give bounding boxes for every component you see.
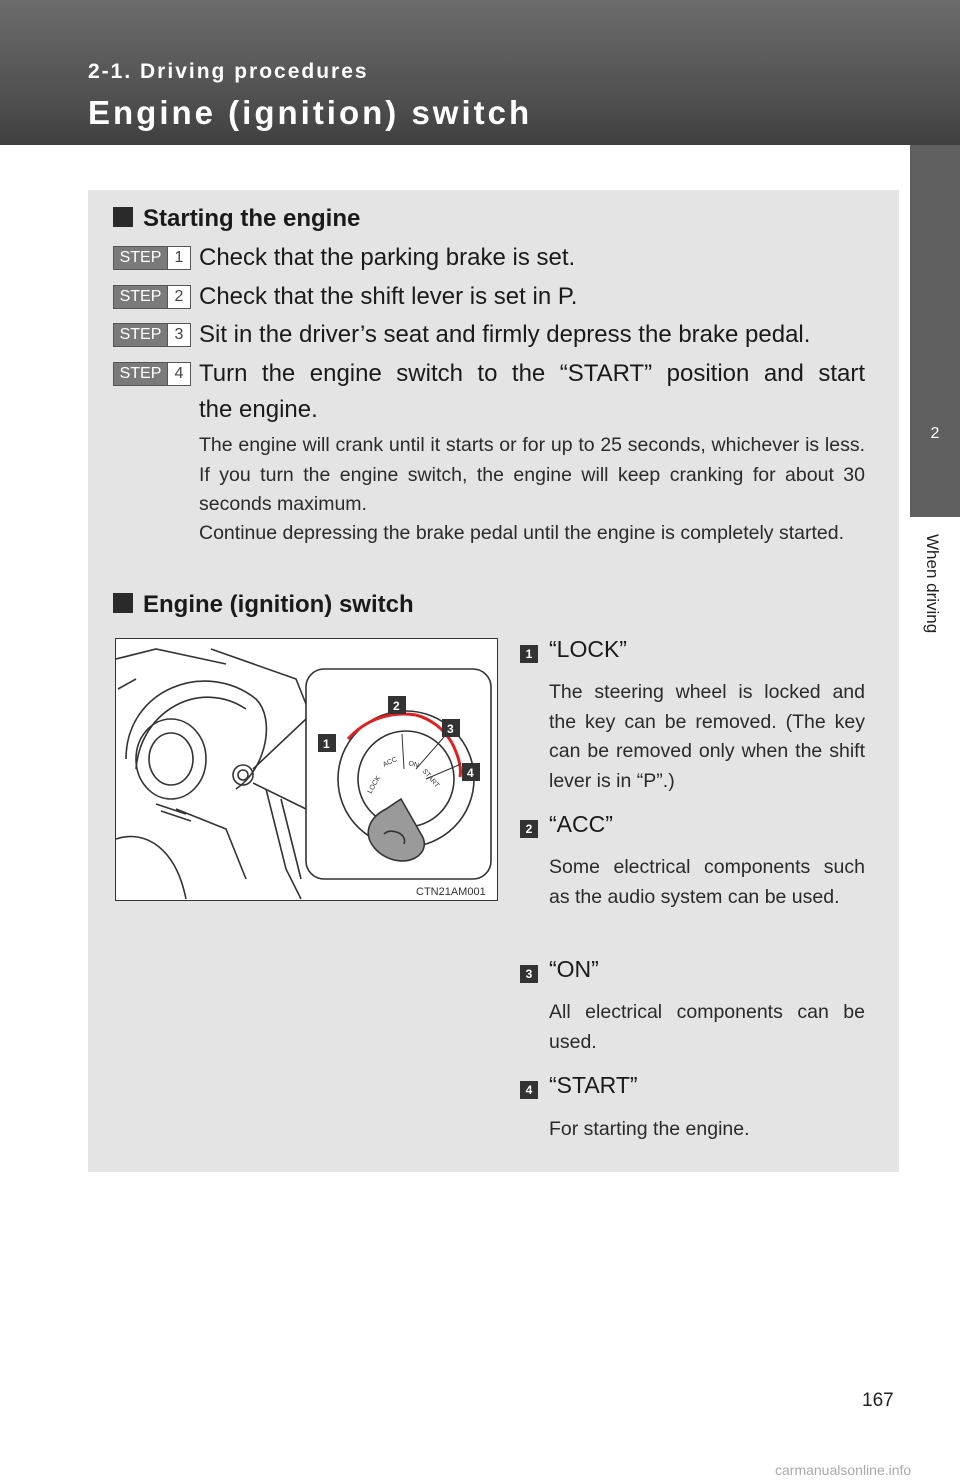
step-number: 3	[167, 324, 190, 346]
step-word: STEP	[114, 324, 167, 346]
position-number-3: 3	[520, 965, 538, 983]
position-label-lock: “LOCK”	[549, 636, 627, 662]
step-number: 2	[167, 286, 190, 308]
callout-1: 1	[323, 737, 330, 751]
step-3-text: Sit in the driver’s seat and firmly depress the brake pedal.	[199, 321, 811, 348]
acc-label: ACC	[381, 756, 399, 769]
ignition-switch-illustration	[115, 638, 498, 901]
position-label-start: “START”	[549, 1072, 638, 1098]
step-badge-4	[113, 362, 191, 386]
position-number-4: 4	[520, 1081, 538, 1099]
step-word: STEP	[114, 247, 167, 269]
step-2-text: Check that the shift lever is set in P.	[199, 283, 578, 310]
step-4-text-line2: the engine.	[199, 396, 318, 423]
callout-2: 2	[393, 699, 400, 713]
square-bullet-icon	[113, 593, 133, 613]
chapter-number: 2	[930, 425, 940, 442]
step-number: 4	[167, 363, 190, 385]
chapter-tab	[910, 145, 960, 517]
page-number: 167	[862, 1390, 894, 1411]
watermark: carmanualsonline.info	[775, 1462, 912, 1478]
heading-text: Starting the engine	[143, 205, 361, 232]
heading-text: Engine (ignition) switch	[143, 591, 414, 618]
step-4-text-line1: Turn the engine switch to the “START” position and start	[199, 360, 865, 387]
step-word: STEP	[114, 363, 167, 385]
dashboard-illustration	[116, 639, 497, 900]
step-word: STEP	[114, 286, 167, 308]
step-number: 1	[167, 247, 190, 269]
position-label-on: “ON”	[549, 956, 599, 982]
starting-note-2: Continue depressing the brake pedal until the engine is completely started.	[199, 522, 844, 544]
position-label-acc: “ACC”	[549, 811, 613, 837]
step-1-text: Check that the parking brake is set.	[199, 244, 576, 271]
page-title: Engine (ignition) switch	[88, 94, 533, 131]
starting-note: The engine will crank until it starts or for up to 25 seconds, whichever is less. If you turn the engine switch, the engine will keep cranking for about 30 seconds maximum.	[199, 434, 865, 515]
position-desc-start: For starting the engine.	[549, 1118, 750, 1140]
heading-starting-engine	[113, 205, 360, 233]
step-badge-1	[113, 246, 191, 270]
figure-code: CTN21AM001	[416, 886, 486, 898]
square-bullet-icon	[113, 207, 133, 227]
position-desc-acc: Some electrical components such as the audio system can be used.	[549, 856, 865, 908]
callout-3: 3	[447, 722, 454, 736]
position-number-2: 2	[520, 820, 538, 838]
page-header	[0, 0, 960, 145]
callout-4: 4	[467, 766, 474, 780]
step-badge-2	[113, 285, 191, 309]
lock-label: LOCK	[366, 774, 383, 795]
position-desc-lock: The steering wheel is locked and the key can be removed. (The key can be removed only when the shift lever is in “P”.)	[549, 681, 865, 792]
start-label: START	[420, 767, 441, 790]
position-number-1: 1	[520, 645, 538, 663]
position-desc-on: All electrical components can be used.	[549, 1001, 865, 1053]
step-badge-3	[113, 323, 191, 347]
heading-ignition-switch	[113, 591, 414, 619]
on-label: ON	[407, 760, 420, 770]
chapter-label: When driving	[923, 534, 942, 634]
section-title: 2-1. Driving procedures	[88, 60, 369, 83]
